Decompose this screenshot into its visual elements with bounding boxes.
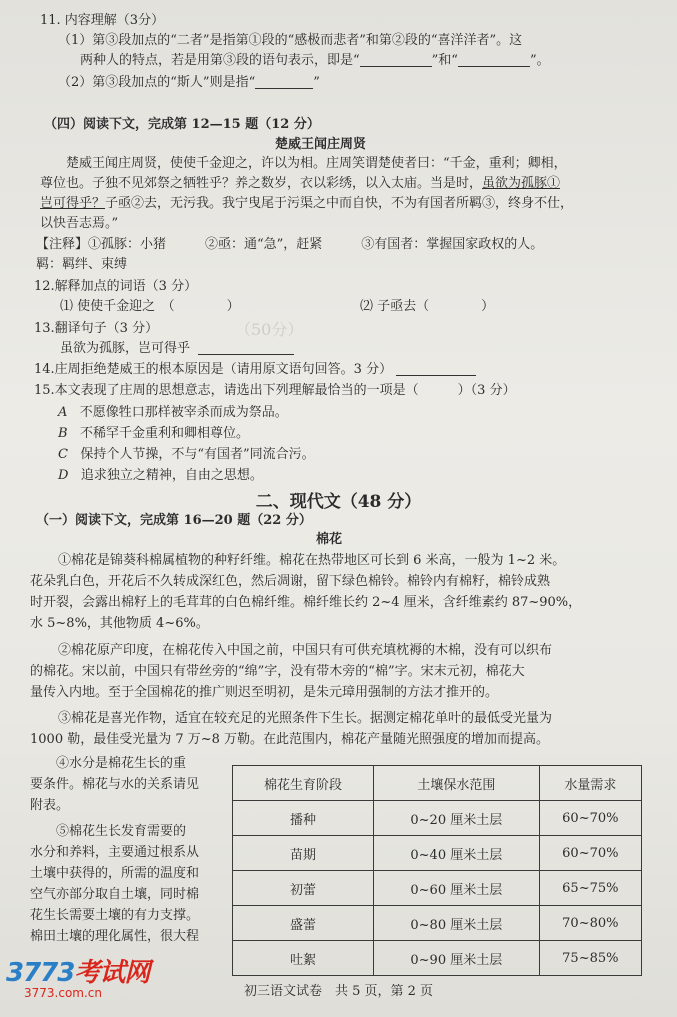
- answer-blank[interactable]: [458, 54, 530, 67]
- table-row: [233, 836, 642, 871]
- passage-line: 土壤中获得的，所需的温度和: [30, 866, 200, 881]
- passage-line: 花朵乳白色，开花后不久转成深红色，然后凋谢，留下绿色棉铃。棉铃内有棉籽，棉铃成熟: [30, 574, 551, 589]
- underlined-sentence: 虽欲为孤豚①: [482, 176, 561, 191]
- passage-text: 子亟②去，无污我。我宁曳尾于污渠之中而自快，不为有国者所羁③，终身不仕，: [105, 196, 574, 211]
- passage-line: 以快吾志焉。”: [40, 216, 119, 231]
- answer-blank[interactable]: [255, 76, 313, 89]
- passage-line: 要条件。棉花与水的关系请见: [30, 777, 200, 792]
- table-cell: 播种: [233, 801, 374, 836]
- table-cell: 0~40 厘米土层: [373, 836, 539, 871]
- part-2-heading: 二、现代文（48 分）: [255, 492, 422, 512]
- table-header-row: [233, 766, 642, 801]
- table-row: [233, 906, 642, 941]
- q13-heading: 13.翻译句子（3 分）: [34, 321, 159, 336]
- bleed-through-text: （50分）: [235, 320, 304, 339]
- table-cell: 初蕾: [233, 871, 374, 906]
- passage-line: 时开裂，会露出棉籽上的毛茸茸的白色棉纤维。棉纤维长约 2~4 厘米，含纤维素约 87~90%，: [30, 595, 582, 610]
- q15: 15.本文表现了庄周的思想意志，请选出下列理解最恰当的一项是（ ）（3 分）: [34, 383, 516, 398]
- passage-line: ②棉花原产印度，在棉花传入中国之前，中国只有可供充填枕褥的木棉，没有可以织布: [58, 643, 553, 658]
- passage-title-chuweiwang: 楚威王闻庄周贤: [275, 137, 367, 152]
- option-d[interactable]: [58, 467, 263, 485]
- passage-line: 花生长需要土壤的有力支撑。: [30, 908, 200, 923]
- option-key: B: [58, 426, 68, 441]
- q14: [34, 361, 476, 379]
- section-4-heading: （四）阅读下文，完成第 12—15 题（12 分）: [44, 117, 320, 132]
- table-cell: 75~85%: [539, 941, 641, 976]
- watermark-logo-text: 考试网: [74, 958, 150, 988]
- passage-line: [40, 195, 573, 213]
- passage-line: 水 5~8%，其他物质 4~6%。: [30, 616, 209, 631]
- q11-part1-mid: ”和“: [431, 53, 458, 68]
- q13-text: 虽欲为孤豚，岂可得乎: [60, 341, 191, 356]
- option-text: 保持个人节操，不与“有国者”同流合污。: [80, 447, 315, 462]
- table-cell: 盛蕾: [233, 906, 374, 941]
- answer-blank[interactable]: [198, 342, 294, 355]
- table-header-cell: 水量需求: [539, 766, 641, 801]
- passage-line: 棉田土壤的理化属性，很大程: [30, 929, 200, 944]
- passage-line: 楚威王闻庄周贤，使使千金迎之，许以为相。庄周笑谓楚使者曰：“千金，重利；卿相，: [66, 156, 567, 171]
- q11-part2-text: （2）第③段加点的“斯人”则是指“: [58, 75, 256, 90]
- underlined-sentence: 岂可得乎？: [40, 196, 106, 211]
- passage-title-cotton: 棉花: [316, 532, 343, 547]
- table-cell: 70~80%: [539, 906, 641, 941]
- table-cell: 0~90 厘米土层: [373, 941, 539, 976]
- table-cell: 吐絮: [233, 941, 374, 976]
- q12-item-2: ⑵ 子亟去（ ）: [360, 299, 495, 314]
- answer-blank[interactable]: [396, 363, 476, 376]
- watermark-logo-number: 3773: [6, 958, 75, 988]
- q12-item-1: ⑴ 使使千金迎之 （ ）: [60, 299, 240, 314]
- q14-text: 14.庄周拒绝楚威王的根本原因是（请用原文语句回答。3 分）: [34, 362, 393, 377]
- passage-line: 量传入内地。至于全国棉花的推广则迟至明初，是朱元璋用强制的方法才推开的。: [30, 685, 499, 700]
- passage-line: ⑤棉花生长发育需要的: [56, 824, 187, 839]
- passage-line: 水分和养料，主要通过根系从: [30, 845, 200, 860]
- q11-part1-text: 两种人的特点，若是用第③段的语句表示，即是“: [80, 53, 360, 68]
- q11-part1: （1）第③段加点的“二者”是指第①段的“感极而悲者”和第②段的“喜洋洋者”。这: [58, 33, 523, 48]
- passage-line: ④水分是棉花生长的重: [56, 756, 187, 771]
- table-cell: 0~60 厘米土层: [373, 871, 539, 906]
- q13-sentence: [60, 340, 294, 358]
- annotation-notes: 羁：羁绊、束缚: [36, 257, 128, 272]
- passage-line: 附表。: [30, 798, 70, 813]
- q11-heading: 11. 内容理解（3分）: [40, 13, 165, 28]
- passage-line: [40, 175, 560, 193]
- option-text: 不愿像牲口那样被宰杀而成为祭品。: [79, 405, 288, 420]
- section-1-heading: （一）阅读下文，完成第 16—20 题（22 分）: [36, 513, 312, 528]
- q12-heading: 12.解释加点的词语（3 分）: [34, 279, 198, 294]
- table-row: [233, 871, 642, 906]
- site-watermark-url: 3773.com.cn: [24, 986, 102, 1000]
- q11-part2: [58, 74, 320, 92]
- option-key: D: [58, 468, 69, 483]
- option-text: 追求独立之精神，自由之思想。: [80, 468, 263, 483]
- passage-line: ①棉花是锦葵科棉属植物的种籽纤维。棉花在热带地区可长到 6 米高，一般为 1~2 米。: [58, 553, 566, 568]
- page-footer: 初三语文试卷 共 5 页，第 2 页: [243, 984, 434, 999]
- passage-line: ③棉花是喜光作物，适宜在较充足的光照条件下生长。据测定棉花单叶的最低受光量为: [58, 711, 553, 726]
- table-cell: 苗期: [233, 836, 374, 871]
- q11-part2-end: ”: [313, 75, 320, 90]
- table-row: [233, 801, 642, 836]
- option-b[interactable]: [58, 425, 249, 443]
- passage-line: 1000 勒，最佳受光量为 7 万~8 万勒。在此范围内，棉花产量随光照强度的增加而提高。: [30, 732, 550, 747]
- table-cell: 60~70%: [539, 836, 641, 871]
- option-key: A: [58, 405, 68, 420]
- q11-part1-answer-line: [80, 52, 550, 70]
- option-key: C: [58, 447, 68, 462]
- option-c[interactable]: [58, 446, 315, 464]
- table-cell: 65~75%: [539, 871, 641, 906]
- passage-line: 的棉花。宋以前，中国只有带丝旁的“绵”字，没有带木旁的“棉”字。宋末元初，棉花大: [30, 664, 525, 679]
- table-header-cell: 棉花生育阶段: [233, 766, 374, 801]
- table-cell: 60~70%: [539, 801, 641, 836]
- table-header-cell: 土壤保水范围: [373, 766, 539, 801]
- annotation-notes: 【注释】①孤豚：小猪 ②亟：通“急”，赶紧 ③有国者：掌握国家政权的人。: [36, 237, 544, 252]
- answer-blank[interactable]: [360, 54, 432, 67]
- option-text: 不稀罕千金重利和卿相尊位。: [79, 426, 249, 441]
- table-row: [233, 941, 642, 976]
- q11-part1-end: ”。: [529, 53, 550, 68]
- table-cell: 0~20 厘米土层: [373, 801, 539, 836]
- passage-line: 空气亦部分取自土壤，同时棉: [30, 887, 200, 902]
- table-cell: 0~80 厘米土层: [373, 906, 539, 941]
- passage-text: 尊位也。子独不见郊祭之牺牲乎？养之数岁，衣以彩绣，以入太庙。当是时，: [40, 176, 483, 191]
- option-a[interactable]: [58, 404, 288, 422]
- cotton-water-table: [232, 765, 642, 976]
